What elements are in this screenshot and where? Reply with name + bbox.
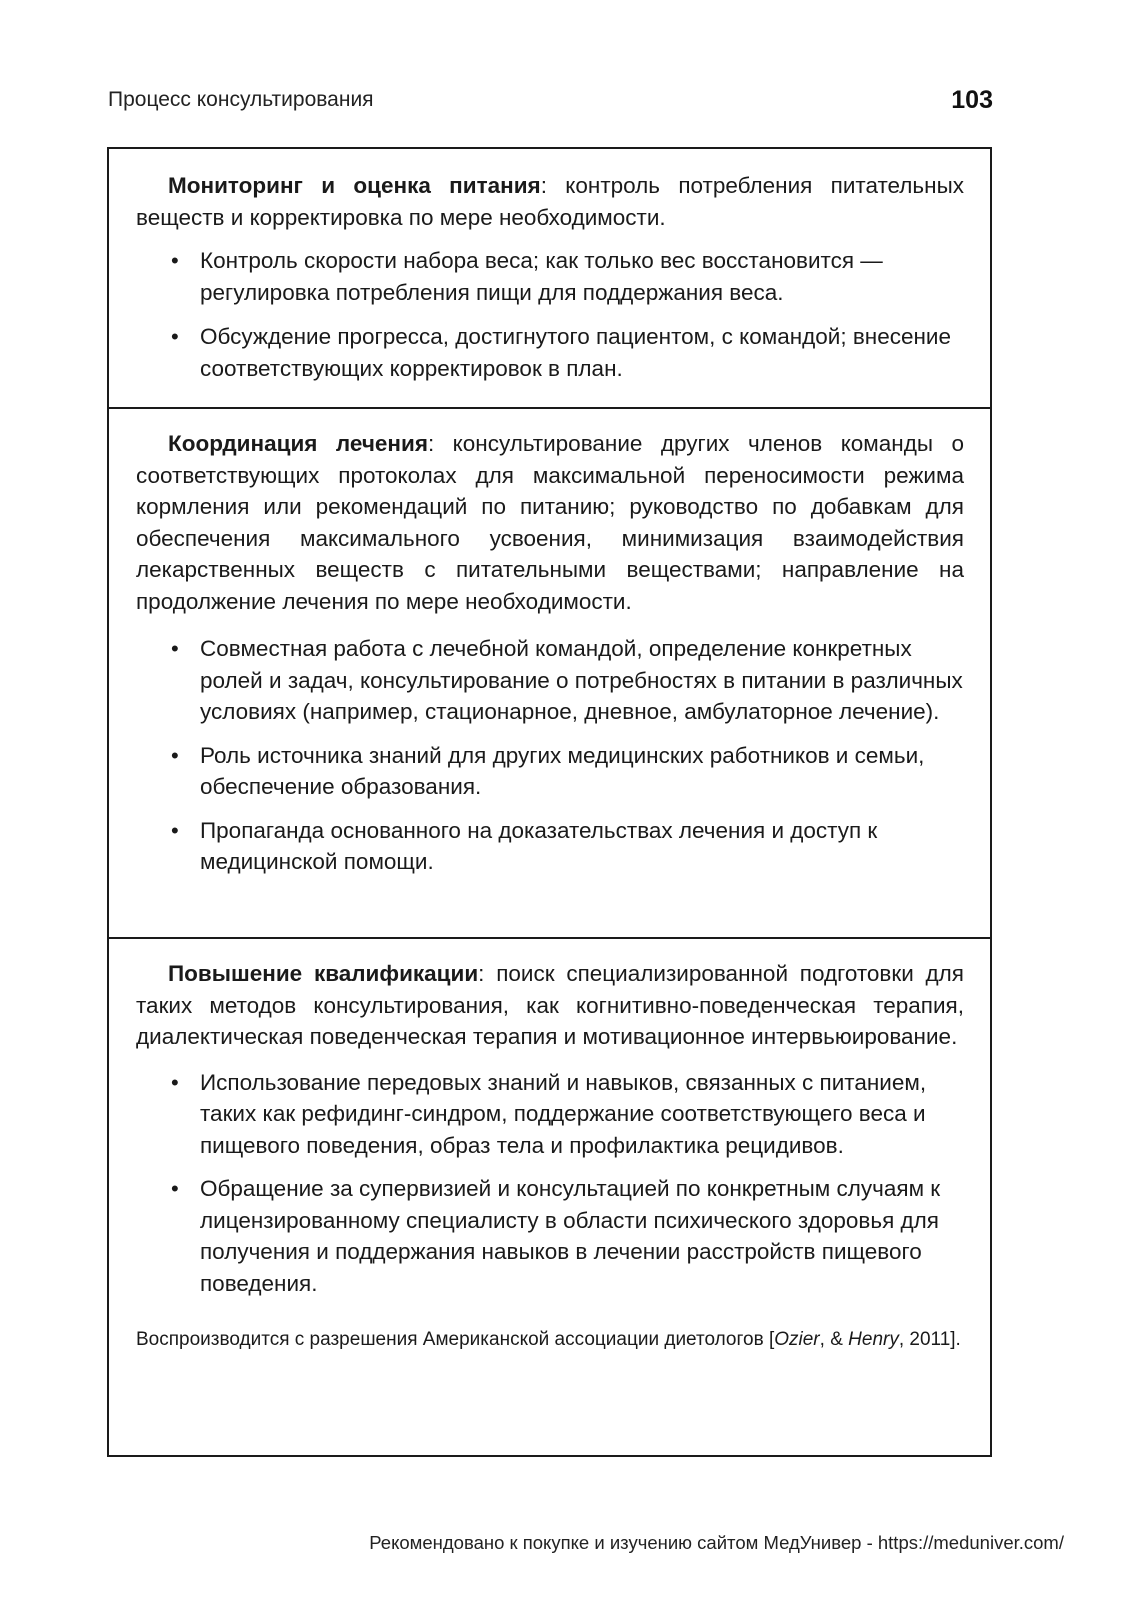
source-note: Воспроизводится с разрешения Американской ассоциации диетологов [Ozier, & Henry, 2011]. (136, 1329, 961, 1350)
bullet-icon: • (171, 1176, 179, 1201)
list-item: • Обращение за супервизией и консультацией по конкретным случаям к лицензированному специалисту в области психического здоровья для получения и поддержания навыков в лечении расстройств пищевого поведения. (136, 1173, 964, 1299)
section-nutrition-monitoring (109, 149, 990, 409)
bullet-icon: • (171, 324, 179, 349)
section-text: : консультирование других членов команды о соответствующих протоколах для максимальной переносимости режима кормления или рекомендаций по питанию; руководство по добавкам для обеспечения максимального усвоения, минимизация взаимодействия лекарственных веществ с питательными веществами; направление на продолжение лечения по мере необходимости. (136, 431, 964, 614)
bullet-list (136, 633, 964, 878)
section-professional-development (109, 939, 990, 1455)
running-title: Процесс консультирования (108, 88, 374, 111)
section-text: : поиск специализированной подготовки для таких методов консультирования, как когнитивно-поведенческая терапия, диалектическая поведенческая терапия и мотивационное интервьюирование. (136, 961, 964, 1049)
section-lead (136, 428, 964, 617)
list-item: • Совместная работа с лечебной командой, определение конкретных ролей и задач, консультирование о потребностях в питании в различных условиях (например, стационарное, дневное, амбулаторное лечение). (136, 633, 964, 728)
bullet-list (136, 1067, 964, 1300)
content-table (107, 147, 992, 1457)
list-item: • Использование передовых знаний и навыков, связанных с питанием, таких как рефидинг-синдром, поддержание соответствующего веса и пищевого поведения, образ тела и профилактика рецидивов. (136, 1067, 964, 1162)
section-lead (136, 958, 964, 1053)
page-header (108, 86, 993, 120)
bullet-icon: • (171, 817, 179, 843)
section-treatment-coordination (109, 409, 990, 939)
footer-watermark: Рекомендовано к покупке и изучению сайтом МедУнивер - https://meduniver.com/ (369, 1532, 1064, 1553)
section-heading: Мониторинг и оценка питания (168, 173, 541, 198)
section-heading: Координация лечения (168, 431, 428, 456)
list-item: • Контроль скорости набора веса; как только вес восстановится — регулировка потребления пищи для поддержания веса. (136, 245, 964, 308)
section-heading: Повышение квалификации (168, 961, 479, 986)
bullet-icon: • (171, 636, 179, 661)
bullet-icon: • (171, 1069, 179, 1095)
list-item: • Роль источника знаний для других медицинских работников и семьи, обеспечение образования. (136, 740, 964, 803)
author-henry: Henry (848, 1329, 899, 1350)
bullet-icon: • (171, 742, 179, 768)
bullet-list (136, 245, 964, 384)
section-text: : контроль потребления питательных веществ и корректировка по мере необходимости. (136, 173, 964, 230)
list-item: • Пропаганда основанного на доказательствах лечения и доступ к медицинской помощи. (136, 815, 964, 878)
page-number: 103 (951, 86, 993, 114)
list-item: • Обсуждение прогресса, достигнутого пациентом, с командой; внесение соответствующих корректировок в план. (136, 321, 964, 384)
section-lead (136, 170, 964, 233)
author-ozier: Ozier (774, 1329, 820, 1350)
bullet-icon: • (171, 248, 179, 273)
